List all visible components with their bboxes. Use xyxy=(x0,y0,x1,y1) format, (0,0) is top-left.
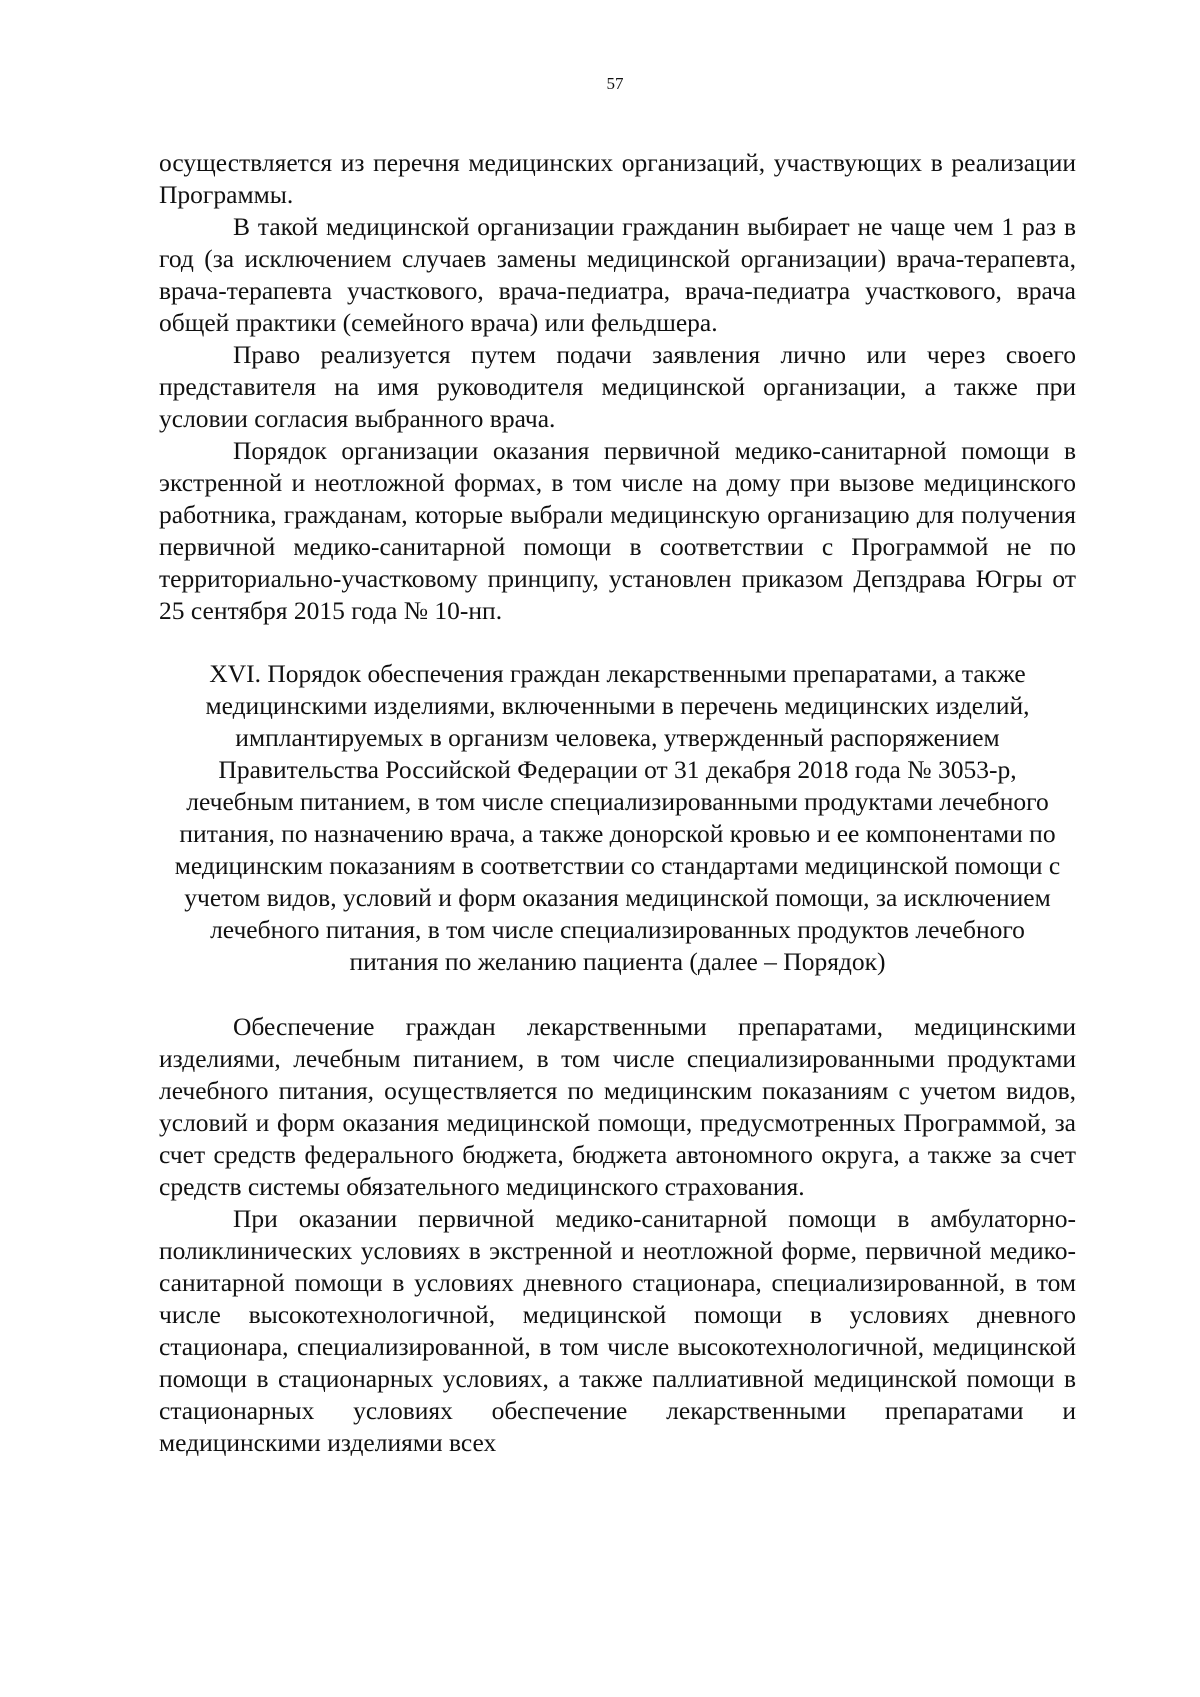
page-number: 57 xyxy=(606,74,624,93)
paragraph-care-procedure: Порядок организации оказания первичной медико-санитарной помощи в экстренной и неотложной формах, в том числе на дому при вызове медицинского работника, гражданам, которые выбрали медицинскую организацию для получения первичной медико-санитарной помощи в соответствии с Программой не по территориально-участковому принципу, установлен приказом Депздрава Югры от 25 сентября 2015 года № 10-нп. xyxy=(159,436,1076,625)
document-body xyxy=(159,147,1076,1459)
paragraph-provision: Обеспечение граждан лекарственными препаратами, медицинскими изделиями, лечебным питанием, в том числе специализированными продуктами лечебного питания, осуществляется по медицинским показаниям с учетом видов, условий и форм оказания медицинской помощи, предусмотренных Программой, за счет средств федерального бюджета, бюджета автономного округа, а также за счет средств системы обязательного медицинского страхования. xyxy=(159,1012,1076,1201)
paragraph-doctor-choice: В такой медицинской организации гражданин выбирает не чаще чем 1 раз в год (за исключением случаев замены медицинской организации) врача-терапевта, врача-терапевта участкового, врача-педиатра, врача-педиатра участкового, врача общей практики (семейного врача) или фельдшера. xyxy=(159,212,1076,337)
section-heading: XVI. Порядок обеспечения граждан лекарственными препаратами, а также медицинскими изделиями, включенными в перечень медицинских изделий, имплантируемых в организм человека, утвержденный распоряжением Правительства Российской Федерации от 31 декабря 2018 года № 3053-р, лечебным питанием, в том числе специализированными продуктами лечебного питания, по назначению врача, а также донорской кровью и ее компонентами по медицинским показаниям в соответствии со стандартами медицинской помощи с учетом видов, условий и форм оказания медицинской помощи, за исключением лечебного питания, в том числе специализированных продуктов лечебного питания по желанию пациента (далее – Порядок) xyxy=(174,659,1061,976)
paragraph-continuation: осуществляется из перечня медицинских организаций, участвующих в реализации Программы. xyxy=(159,148,1076,209)
paragraph-primary-care: При оказании первичной медико-санитарной помощи в амбулаторно-поликлинических условиях в экстренной и неотложной форме, первичной медико-санитарной помощи в условиях дневного стационара, специализированной, в том числе высокотехнологичной, медицинской помощи в условиях дневного стационара, специализированной, в том числе высокотехнологичной, медицинской помощи в стационарных условиях, а также паллиативной медицинской помощи в стационарных условиях обеспечение лекарственными препаратами и медицинскими изделиями всех xyxy=(159,1204,1076,1457)
paragraph-right-implementation: Право реализуется путем подачи заявления лично или через своего представителя на имя руководителя медицинской организации, а также при условии согласия выбранного врача. xyxy=(159,340,1076,433)
